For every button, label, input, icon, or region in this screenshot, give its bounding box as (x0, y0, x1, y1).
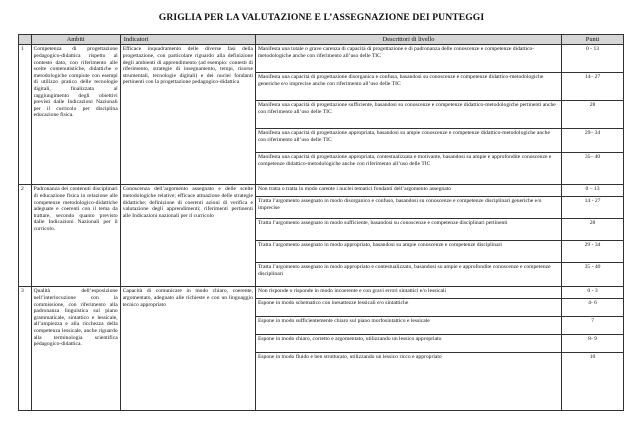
descriptor-cell: Espone in modo fluido e ben strutturato, utilizzando un lessico ricco e appropriato (255, 353, 561, 411)
descriptor-cell: Tratta l’argomento assegnato in modo sufficiente, basandosi su conoscenze e competenze disciplinari pertinenti (255, 219, 561, 241)
indicatore-cell: Efficace inquadramento delle diverse fasi della progettazione, con particolare riguardo alla definizione degli ambienti di apprendimento (ad esempio: contesti di riferimento, strategie di insegnamento, tempi, risorse strumentali, tecnologie digitali) e dei nuclei fondanti pertinenti con la progettazione pedagogico-didattica (120, 45, 255, 185)
points-cell: 14 - 27 (562, 197, 624, 219)
points-cell: 28 (562, 101, 624, 129)
descriptor-cell: Manifesta una capacità di progettazione appropriata, contestualizzata e motivante, basandosi su ampie e approfondite conoscenze e competenze didattico-metodologiche anche con riferimento all’uso delle TIC (255, 153, 561, 185)
header-indicatori: Indicatori (120, 35, 255, 45)
header-row (19, 35, 624, 45)
points-cell: 0 – 13 (562, 185, 624, 197)
table-row (19, 287, 624, 299)
points-cell: 8- 9 (562, 335, 624, 353)
descriptor-cell: Espone in modo chiaro, corretto e argomentato, utilizzando un lessico appropriato (255, 335, 561, 353)
descriptor-cell: Manifesta una capacità di progettazione appropriata, basandosi su ampie conoscenze e competenze didattico-metodologiche anche con riferimento all’uso delle TIC (255, 129, 561, 153)
points-cell: 10 (562, 353, 624, 411)
ambito-cell: Competenza di progettazione pedagogico-didattica rispetto al contesto dato, con riferimento alle scelte contenutistiche, didattiche e metodologiche compiute con esempi di utilizzo pratico delle tecnologie digitali, finalizzata al raggiungimento degli obiettivi previsti dalle Indicazioni Nazionali per il curricolo per disciplina educazione fisica. (31, 45, 120, 185)
section-number: 3 (19, 287, 32, 411)
points-cell: 0 - 13 (562, 45, 624, 73)
descriptor-cell: Espone in modo sufficientemente chiaro sul piano morfosintattico e lessicale (255, 317, 561, 335)
evaluation-grid (18, 34, 624, 411)
points-cell: 7 (562, 317, 624, 335)
ambito-cell: Padronanza dei contenuti disciplinari di educazione fisica in relazione alle competenze metodologico-didattiche adeguate e coerenti con il tema da trattare, secondo quanto previsto dalle Indicazioni Nazionali per il curricolo. (31, 185, 120, 287)
descriptor-cell: Non risponde o risponde in modo incoerente e con gravi errori sintattici e/o lessicali (255, 287, 561, 299)
descriptor-cell: Tratta l’argomento assegnato in modo appropriato, basandosi su ampie conoscenze e competenze disciplinari (255, 241, 561, 263)
points-cell: 28 (562, 219, 624, 241)
points-cell: 29 - 34 (562, 241, 624, 263)
descriptor-cell: Non tratta o tratta in modo carente i nuclei tematici fondanti dell’argomento assegnato (255, 185, 561, 197)
header-index (19, 35, 32, 45)
ambito-cell: Qualità dell’esposizione nell’interlocuzione con la commissione, con riferimento alla padronanza linguistica sul piano grammaticale, sintattico e lessicale, all’ampiezza e alla ricchezza della competenza lessicale, anche riguardo alla terminologia scientifica pedagogico-didattica. (31, 287, 120, 411)
descriptor-cell: Manifesta una capacità di progettazione disorganica e confusa, basandosi su conoscenze e competenze didattico-metodologiche generiche e/o imprecise anche con riferimento all’uso delle TIC (255, 73, 561, 101)
points-cell: 4- 6 (562, 299, 624, 317)
table-row (19, 45, 624, 73)
points-cell: 35– 40 (562, 153, 624, 185)
section-number: 2 (19, 185, 32, 287)
table-row (19, 185, 624, 197)
points-cell: 35 - 40 (562, 263, 624, 287)
descriptor-cell: Tratta l’argomento assegnato in modo disorganico e confuso, basandosi su conoscenze e competenze disciplinari generiche e/o imprecise (255, 197, 561, 219)
indicatore-cell: Conoscenza dell’argomento assegnato e delle scelte metodologiche relative; efficace attuazione delle strategie didattiche; definizione di coerenti azioni di verifica e valutazione degli apprendimenti; riferimenti pertinenti alle Indicazioni nazionali per il curricolo (120, 185, 255, 287)
points-cell: 29– 34 (562, 129, 624, 153)
page-title: GRIGLIA PER LA VALUTAZIONE E L’ASSEGNAZIONE DEI PUNTEGGI (158, 12, 485, 23)
descriptor-cell: Espone in modo schematico con inesattezze lessicali e/o sintattiche (255, 299, 561, 317)
points-cell: 0 - 3 (562, 287, 624, 299)
section-number: 1 (19, 45, 32, 185)
indicatore-cell: Capacità di comunicare in modo chiaro, coerente, argomentato, adeguato alle richieste e con un linguaggio tecnico appropriato (120, 287, 255, 411)
descriptor-cell: Manifesta una totale o grave carenza di capacità di progettazione e di padronanza delle conoscenze e competenze didattico-metodologiche anche con riferimento all’uso delle TIC (255, 45, 561, 73)
descriptor-cell: Manifesta una capacità di progettazione sufficiente, basandosi su conoscenze e competenze didattico-metodologiche pertinenti anche con riferimento all’uso delle TIC (255, 101, 561, 129)
header-punti: Punti (562, 35, 624, 45)
points-cell: 14– 27 (562, 73, 624, 101)
header-descrittori: Descrittori di livello (255, 35, 561, 45)
header-ambiti: Ambiti (31, 35, 120, 45)
descriptor-cell: Tratta l’argomento assegnato in modo appropriato e contestualizzato, basandosi su ampie e approfondite conoscenze e competenze disciplinari (255, 263, 561, 287)
